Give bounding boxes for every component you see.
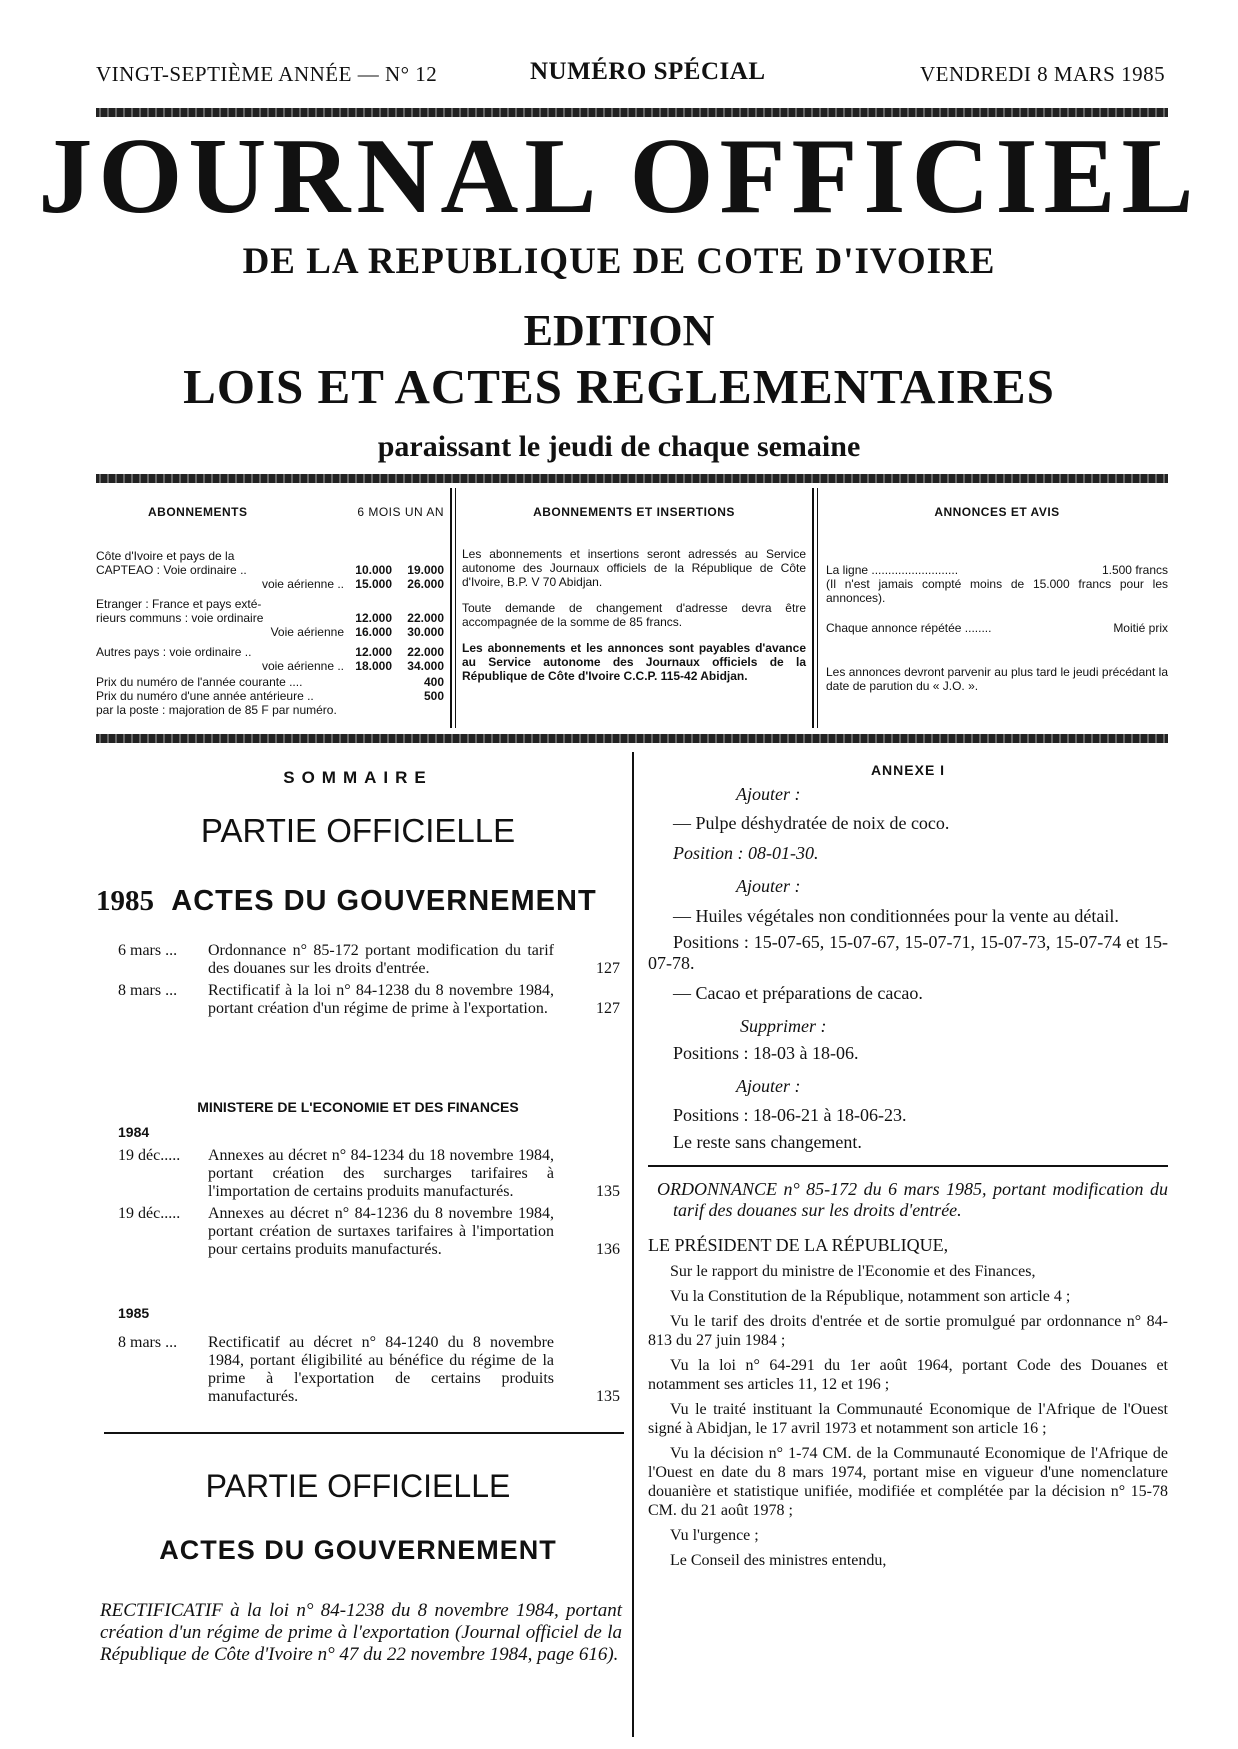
entry-text: Ordonnance n° 85-172 portant modification du tarif des douanes sur les droits d'entrée. bbox=[208, 942, 554, 977]
rate-one-year: 500 bbox=[423, 689, 444, 703]
repeat-price: Moitié prix bbox=[1113, 621, 1168, 635]
rate-one-year: 19.000 bbox=[407, 563, 444, 577]
rate-row bbox=[96, 645, 444, 659]
box-bottom-rule bbox=[96, 734, 1168, 743]
sommaire-entries-gouvernement bbox=[118, 942, 620, 1022]
year-1984: 1984 bbox=[118, 1124, 150, 1140]
issue-number: VINGT-SEPTIÈME ANNÉE — N° 12 bbox=[96, 62, 438, 86]
insertions-title: ABONNEMENTS ET INSERTIONS bbox=[533, 505, 735, 519]
entry-page: 127 bbox=[596, 960, 620, 977]
right-column bbox=[648, 762, 1168, 1570]
sommaire-entry bbox=[118, 982, 620, 1018]
rate-six-months bbox=[344, 597, 392, 611]
sommaire-entry bbox=[118, 942, 620, 978]
rate-label: Autres pays : voie ordinaire .. bbox=[96, 645, 252, 659]
actes-title: ACTES DU GOUVERNEMENT bbox=[171, 885, 597, 917]
rate-one-year bbox=[392, 549, 444, 563]
entry-page: 127 bbox=[596, 1000, 620, 1017]
year-1985: 1985 bbox=[118, 1305, 150, 1321]
supprimer-label: Supprimer : bbox=[740, 1016, 827, 1036]
vu-paragraph: Sur le rapport du ministre de l'Economie et des Finances, bbox=[670, 1263, 1036, 1280]
rate-row bbox=[96, 563, 444, 577]
actes-heading bbox=[96, 885, 626, 918]
actes-year: 1985 bbox=[96, 885, 154, 917]
vu-paragraph: Vu la Constitution de la République, notamment son article 4 ; bbox=[670, 1288, 1071, 1305]
rate-label: Côte d'Ivoire et pays de la bbox=[96, 549, 235, 563]
entry-page: 135 bbox=[596, 1388, 620, 1405]
sommaire-entries-1985 bbox=[118, 1334, 620, 1410]
rate-label: Etranger : France et pays exté- bbox=[96, 597, 262, 611]
ordonnance-title: ORDONNANCE n° 85-172 du 6 mars 1985, portant modification du tarif des douanes sur les droits d'entrée. bbox=[657, 1179, 1168, 1220]
rate-one-year: 34.000 bbox=[407, 659, 444, 673]
line-rate-note: (Il n'est jamais compté moins de 15.000 francs pour les annonces). bbox=[826, 577, 1168, 605]
announcements-column bbox=[826, 505, 1168, 693]
entry-text: Rectificatif au décret n° 84-1240 du 8 novembre 1984, portant éligibilité au bénéfice du régime de la prime à l'exportation de certains produits manufacturés. bbox=[208, 1334, 554, 1405]
entry-text: Annexes au décret n° 84-1234 du 18 novembre 1984, portant création des surcharges tarifaires à l'importation de certains produits manufacturés. bbox=[208, 1147, 554, 1200]
partie-officielle-heading-2: PARTIE OFFICIELLE bbox=[205, 1468, 511, 1504]
rate-label: rieurs communs : voie ordinaire bbox=[96, 611, 264, 625]
insertions-column bbox=[462, 505, 806, 683]
rate-label: voie aérienne .. bbox=[261, 659, 344, 673]
line-rate-label: La ligne .......................... bbox=[826, 563, 959, 577]
vu-paragraph: Vu le tarif des droits d'entrée et de sortie promulgué par ordonnance n° 84-813 du 27 juin 1984 ; bbox=[648, 1313, 1168, 1349]
republic-title: DE LA REPUBLIQUE DE COTE D'IVOIRE bbox=[242, 241, 996, 282]
rectificatif-title: RECTIFICATIF à la loi n° 84-1238 du 8 novembre 1984, portant création d'un régime de prime à l'exportation (Journal officiel de la République de Côte d'Ivoire n° 47 du 22 novembre 1984, page 616). bbox=[100, 1600, 622, 1665]
positions-supprimer: Positions : 18-03 à 18-06. bbox=[673, 1043, 859, 1063]
box-divider-2b bbox=[817, 488, 818, 728]
rate-six-months: 12.000 bbox=[355, 645, 392, 659]
edition-label: EDITION bbox=[523, 306, 715, 355]
subscriptions-column bbox=[96, 505, 444, 717]
sommaire-entry bbox=[118, 1205, 620, 1259]
annexe-end-rule bbox=[648, 1165, 1168, 1167]
vu-paragraph: Le Conseil des ministres entendu, bbox=[670, 1552, 887, 1569]
entry-date: 8 mars ... bbox=[118, 1334, 178, 1351]
ajouter-label-3: Ajouter : bbox=[736, 1076, 801, 1096]
entry-date: 19 déc..... bbox=[118, 1205, 181, 1222]
top-rule bbox=[96, 108, 1168, 117]
rate-label: par la poste : majoration de 85 F par numéro. bbox=[96, 703, 337, 717]
rate-one-year: 400 bbox=[423, 675, 444, 689]
rate-six-months: 16.000 bbox=[355, 625, 392, 639]
rate-row bbox=[96, 659, 444, 673]
sommaire-heading: SOMMAIRE bbox=[283, 768, 433, 787]
line-rate-price: 1.500 francs bbox=[1101, 563, 1168, 577]
entry-date: 6 mars ... bbox=[118, 942, 178, 959]
sommaire-end-rule bbox=[104, 1432, 624, 1434]
issue-date: VENDREDI 8 MARS 1985 bbox=[920, 62, 1166, 86]
rate-one-year bbox=[392, 597, 444, 611]
entry-text: Rectificatif à la loi n° 84-1238 du 8 novembre 1984, portant création d'un régime de prime à l'exportation. bbox=[208, 982, 554, 1017]
vus-list bbox=[648, 1262, 1168, 1570]
period-header: 6 MOIS UN AN bbox=[357, 505, 444, 519]
item-huiles: — Huiles végétales non conditionnées pour la vente au détail. bbox=[673, 906, 1119, 926]
rate-one-year bbox=[392, 703, 444, 717]
insertions-address: Les abonnements et insertions seront adressés au Service autonome des Journaux officiels de la République de Côte d'Ivoire, B.P. V 70 Abidjan. bbox=[462, 547, 806, 589]
subscription-rates bbox=[96, 549, 444, 717]
rate-one-year: 22.000 bbox=[407, 645, 444, 659]
actes-heading-2: ACTES DU GOUVERNEMENT bbox=[159, 1535, 557, 1565]
rate-row bbox=[96, 689, 444, 703]
rate-row bbox=[96, 675, 444, 689]
box-top-rule bbox=[96, 474, 1168, 483]
rate-six-months: 12.000 bbox=[355, 611, 392, 625]
reste-note: Le reste sans changement. bbox=[673, 1132, 862, 1152]
publication-frequency: paraissant le jeudi de chaque semaine bbox=[377, 430, 861, 463]
rate-label: Voie aérienne bbox=[270, 625, 344, 639]
item-pulpe: — Pulpe déshydratée de noix de coco. bbox=[673, 813, 950, 833]
payment-note: Les abonnements et les annonces sont payables d'avance au Service autonome des Journaux officiels de la République de Côte d'Ivoire C.C.P. 115-42 Abidjan. bbox=[462, 641, 806, 683]
sommaire-entry bbox=[118, 1334, 620, 1406]
sommaire-entries-1984 bbox=[118, 1147, 620, 1263]
rate-six-months bbox=[344, 549, 392, 563]
item-cacao: — Cacao et préparations de cacao. bbox=[673, 983, 923, 1003]
entry-date: 19 déc..... bbox=[118, 1147, 181, 1164]
entry-page: 136 bbox=[596, 1241, 620, 1258]
positions-ajouter: Positions : 18-06-21 à 18-06-23. bbox=[673, 1105, 907, 1125]
position-pulpe: Position : 08-01-30. bbox=[673, 843, 819, 863]
rate-label: Prix du numéro de l'année courante .... bbox=[96, 675, 303, 689]
rate-one-year: 22.000 bbox=[407, 611, 444, 625]
rate-six-months bbox=[344, 689, 392, 703]
edition-title: LOIS ET ACTES REGLEMENTAIRES bbox=[183, 359, 1055, 414]
rate-one-year: 26.000 bbox=[407, 577, 444, 591]
rate-six-months bbox=[344, 675, 392, 689]
masthead-title: JOURNAL OFFICIEL bbox=[38, 117, 1200, 236]
special-number: NUMÉRO SPÉCIAL bbox=[530, 58, 766, 85]
repeat-label: Chaque annonce répétée ........ bbox=[826, 621, 992, 635]
rate-row bbox=[96, 577, 444, 591]
rate-row bbox=[96, 625, 444, 639]
rate-six-months: 15.000 bbox=[355, 577, 392, 591]
announcements-title: ANNONCES ET AVIS bbox=[934, 505, 1060, 519]
entry-page: 135 bbox=[596, 1183, 620, 1200]
box-divider-2 bbox=[812, 488, 814, 728]
rate-label: CAPTEAO : Voie ordinaire .. bbox=[96, 563, 247, 577]
vu-paragraph: Vu l'urgence ; bbox=[670, 1527, 759, 1544]
rate-label: voie aérienne .. bbox=[261, 577, 344, 591]
sommaire-entry bbox=[118, 1147, 620, 1201]
rate-row bbox=[96, 611, 444, 625]
rate-six-months: 18.000 bbox=[355, 659, 392, 673]
ajouter-label-2: Ajouter : bbox=[736, 876, 801, 896]
rate-row bbox=[96, 549, 444, 563]
annexe-heading: ANNEXE I bbox=[870, 762, 946, 778]
rate-one-year: 30.000 bbox=[407, 625, 444, 639]
rate-row bbox=[96, 597, 444, 611]
deadline-note: Les annonces devront parvenir au plus tard le jeudi précédant la date de parution du « J.O. ». bbox=[826, 665, 1168, 693]
vu-paragraph: Vu la décision n° 1-74 CM. de la Communauté Economique de l'Afrique de l'Ouest en date du 8 mars 1974, portant mise en vigueur d'une nomenclature douanière et statistique unifiée, modifiée et complétée par la décision n° 15-78 CM. du 21 août 1978 ; bbox=[648, 1445, 1168, 1519]
box-divider-1b bbox=[455, 488, 456, 728]
rate-six-months bbox=[344, 703, 392, 717]
entry-date: 8 mars ... bbox=[118, 982, 178, 999]
president-heading: LE PRÉSIDENT DE LA RÉPUBLIQUE, bbox=[648, 1235, 949, 1255]
rate-six-months: 10.000 bbox=[355, 563, 392, 577]
rate-row bbox=[96, 703, 444, 717]
vu-paragraph: Vu la loi n° 64-291 du 1er août 1964, portant Code des Douanes et notamment ses articles 11, 12 et 196 ; bbox=[648, 1357, 1168, 1393]
ministry-heading: MINISTERE DE L'ECONOMIE ET DES FINANCES bbox=[197, 1099, 519, 1115]
address-change-note: Toute demande de changement d'adresse devra être accompagnée de la somme de 85 francs. bbox=[462, 601, 806, 629]
subscriptions-title: ABONNEMENTS bbox=[148, 505, 248, 519]
entry-text: Annexes au décret n° 84-1236 du 8 novembre 1984, portant création de surtaxes tarifaires à l'importation pour certains produits manufacturés. bbox=[208, 1205, 554, 1258]
partie-officielle-heading: PARTIE OFFICIELLE bbox=[200, 812, 516, 849]
positions-huiles: Positions : 15-07-65, 15-07-67, 15-07-71, 15-07-73, 15-07-74 et 15-07-78. bbox=[648, 932, 1168, 973]
ajouter-label-1: Ajouter : bbox=[736, 784, 801, 804]
column-divider bbox=[632, 752, 634, 1737]
vu-paragraph: Vu le traité instituant la Communauté Economique de l'Afrique de l'Ouest signé à Abidjan, le 17 avril 1973 et notamment son article 16 ; bbox=[648, 1401, 1168, 1437]
rate-label: Prix du numéro d'une année antérieure .. bbox=[96, 689, 314, 703]
box-divider-1 bbox=[450, 488, 452, 728]
